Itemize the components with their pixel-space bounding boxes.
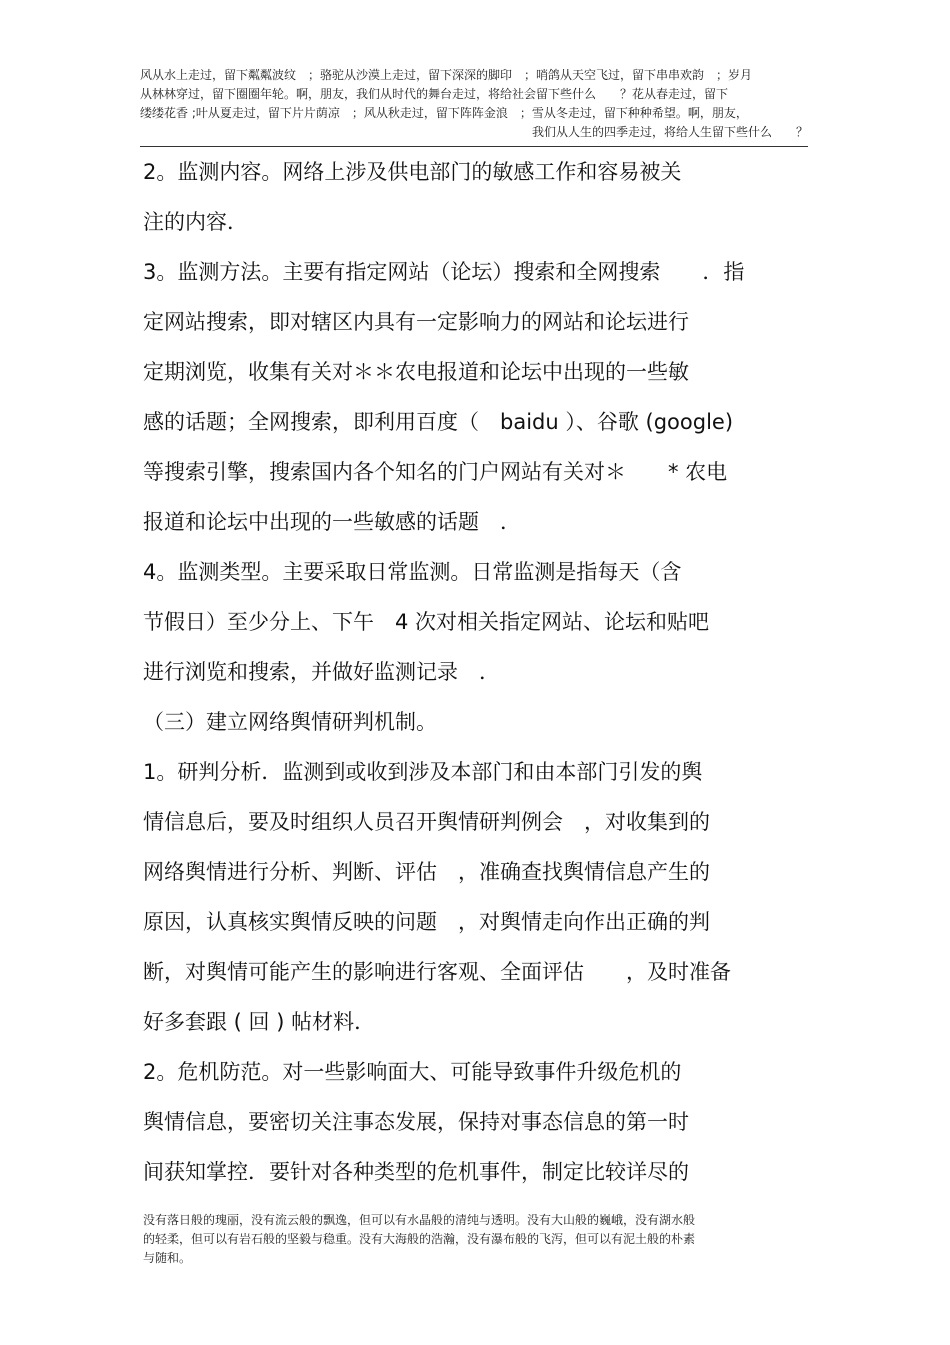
body-line: 等搜索引擎，搜索国内各个知名的门户网站有关对＊ * 农电	[143, 460, 728, 484]
body-line: 舆情信息，要密切关注事态发展，保持对事态信息的第一时	[143, 1110, 689, 1134]
body-line: 2。危机防范。对一些影响面大、可能导致事件升级危机的	[143, 1060, 682, 1084]
body-line: 4。监测类型。主要采取日常监测。日常监测是指每天（含	[143, 560, 682, 584]
body-line: 感的话题；全网搜索，即利用百度（ baidu ）、谷歌 (google)	[143, 410, 734, 434]
header-divider	[140, 146, 808, 147]
header-line: 从林林穿过，留下圈圈年轮。啊，朋友，我们从时代的舞台走过，将给社会留下些什么 ？花从春走过，留下	[140, 87, 729, 101]
body-line: 情信息后，要及时组织人员召开舆情研判例会 ，对收集到的	[143, 810, 710, 834]
body-line: 间获知掌控．要针对各种类型的危机事件，制定比较详尽的	[143, 1160, 689, 1184]
footer-line: 没有落日般的瑰丽，没有流云般的飘逸，但可以有水晶般的清纯与透明。没有大山般的巍峨，没有湖水般	[143, 1213, 696, 1227]
footer-line: 的轻柔，但可以有岩石般的坚毅与稳重。没有大海般的浩瀚，没有瀑布般的飞泻，但可以有泥土般的朴素	[143, 1232, 696, 1246]
footer-line: 与随和。	[143, 1251, 192, 1265]
body-line: 网络舆情进行分析、判断、评估 ，准确查找舆情信息产生的	[143, 860, 710, 884]
header-line: 风从水上走过，留下粼粼波纹 ；骆驼从沙漠上走过，留下深深的脚印 ；哨鸽从天空飞过，留下串串欢韵 ；岁月	[140, 68, 753, 82]
header-line: 我们从人生的四季走过，将给人生留下些什么 ？	[531, 125, 808, 139]
body-line: 好多套跟 ( 回 ) 帖材料．	[143, 1010, 376, 1034]
body-line: 定期浏览，收集有关对＊＊农电报道和论坛中出现的一些敏	[143, 360, 689, 384]
body-line: 3。监测方法。主要有指定网站（论坛）搜索和全网搜索 ．指	[143, 260, 745, 284]
body-line: 2。监测内容。网络上涉及供电部门的敏感工作和容易被关	[143, 160, 682, 184]
page-header	[140, 66, 808, 142]
page-footer	[143, 1211, 753, 1268]
body-line: 原因，认真核实舆情反映的问题 ，对舆情走向作出正确的判	[143, 910, 710, 934]
body-line: 进行浏览和搜索，并做好监测记录 ．	[143, 660, 500, 684]
body-line: 1。研判分析．监测到或收到涉及本部门和由本部门引发的舆	[143, 760, 703, 784]
body-line: 定网站搜索，即对辖区内具有一定影响力的网站和论坛进行	[143, 310, 689, 334]
document-body	[143, 150, 808, 1200]
body-line: 注的内容．	[143, 210, 248, 234]
body-line: 断，对舆情可能产生的影响进行客观、全面评估 ，及时准备	[143, 960, 731, 984]
body-line: 报道和论坛中出现的一些敏感的话题 ．	[143, 510, 521, 534]
body-line: 节假日）至少分上、下午 4 次对相关指定网站、论坛和贴吧	[143, 610, 710, 634]
header-line: 缕缕花香 ;叶从夏走过，留下片片荫凉 ；风从秋走过，留下阵阵金浪 ；雪从冬走过，留下种种希望。啊，朋友，	[140, 106, 748, 120]
section-heading: （三）建立网络舆情研判机制。	[143, 710, 437, 734]
